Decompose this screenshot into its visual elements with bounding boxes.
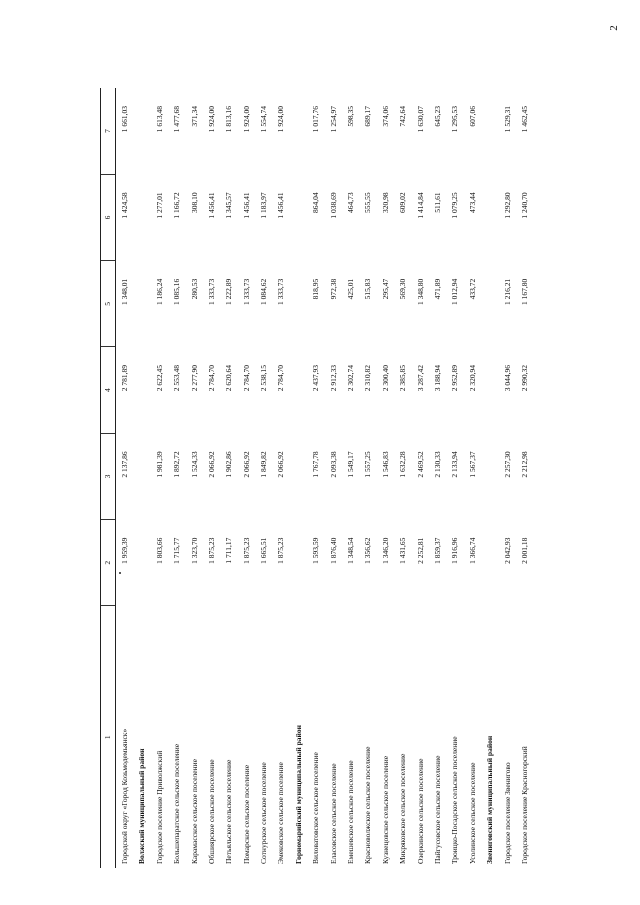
value-cell-col-3: 1 892,72 bbox=[172, 451, 182, 478]
value-cell-col-5: 471,89 bbox=[432, 278, 442, 300]
value-cell-col-4: 2 620,64 bbox=[224, 365, 234, 392]
value-cell-col-4: 3 188,94 bbox=[432, 365, 442, 392]
value-cell-col-6: 1 240,70 bbox=[519, 192, 529, 219]
value-cell-col-5: 433,72 bbox=[467, 278, 477, 300]
table-row bbox=[203, 88, 220, 868]
value-cell-col-4: 2 912,33 bbox=[328, 365, 338, 392]
value-cell-col-4: 2 320,94 bbox=[467, 365, 477, 392]
value-cell-col-4: 3 287,42 bbox=[415, 365, 425, 392]
value-cell-col-3: 1 524,33 bbox=[189, 451, 199, 478]
value-cell-col-3: 1 767,78 bbox=[311, 451, 321, 478]
value-cell-col-5: 1 333,73 bbox=[241, 278, 251, 305]
value-cell-col-7: 1 613,48 bbox=[154, 106, 164, 133]
row-label-cell: Звениговский муниципальный район bbox=[485, 735, 495, 864]
section-row bbox=[133, 88, 150, 868]
rotated-table-container bbox=[100, 88, 536, 868]
value-cell-col-3: 1 902,86 bbox=[224, 451, 234, 478]
value-cell-col-2: 1 875,23 bbox=[241, 537, 251, 564]
row-label-cell: Помарское сельское поселение bbox=[241, 764, 251, 864]
value-cell-col-7: 1 554,74 bbox=[259, 106, 269, 133]
value-cell-col-5: 1 167,80 bbox=[519, 278, 529, 305]
row-label-cell: Обшиярское сельское поселение bbox=[206, 759, 216, 864]
value-cell-col-2: 1 715,77 bbox=[172, 537, 182, 564]
table-row bbox=[255, 88, 272, 868]
value-cell-col-7 bbox=[290, 88, 307, 174]
table-row bbox=[116, 88, 134, 868]
row-label-cell: Емешевское сельское поселение bbox=[346, 760, 356, 864]
value-cell-col-5: 1 186,24 bbox=[154, 278, 164, 305]
value-cell-col-3: 2 066,92 bbox=[241, 451, 251, 478]
value-cell-col-5 bbox=[481, 261, 498, 347]
value-cell-col-4 bbox=[290, 347, 307, 433]
value-cell-col-2: 1 323,70 bbox=[189, 537, 199, 564]
value-cell-col-2: 1 916,96 bbox=[450, 537, 460, 564]
value-cell-col-7: 1 813,16 bbox=[224, 106, 234, 133]
value-cell-col-3: 2 212,98 bbox=[519, 451, 529, 478]
value-cell-col-7: 1 924,00 bbox=[276, 106, 286, 133]
value-cell-col-5: 818,95 bbox=[311, 278, 321, 300]
section-row bbox=[290, 88, 307, 868]
value-cell-col-2: 1 356,62 bbox=[363, 537, 373, 564]
value-cell-col-4: 2 553,48 bbox=[172, 365, 182, 392]
value-cell-col-6: 464,73 bbox=[346, 192, 356, 213]
table-row bbox=[307, 88, 324, 868]
value-cell-col-5: 1 085,16 bbox=[172, 278, 182, 305]
value-cell-col-3 bbox=[133, 433, 150, 519]
table-row bbox=[499, 88, 516, 868]
value-cell-col-2: 1 348,54 bbox=[346, 537, 356, 564]
value-cell-col-6: 1 424,58 bbox=[119, 192, 129, 219]
table-row bbox=[151, 88, 168, 868]
value-cell-col-4: 2 277,90 bbox=[189, 365, 199, 392]
value-cell-col-5: 1 333,73 bbox=[206, 278, 216, 305]
value-cell-col-7: 1 017,76 bbox=[311, 106, 321, 133]
rotated-table-area bbox=[100, 88, 536, 868]
row-label-cell: Городской округ «Город Козьмодемьянск» bbox=[119, 728, 129, 864]
row-label-cell: Городское поселение Звенигово bbox=[502, 762, 512, 864]
value-cell-col-3: 1 567,37 bbox=[467, 451, 477, 478]
row-label-cell: Пайгусовское сельское поселение bbox=[432, 755, 442, 864]
value-cell-col-6: 1 292,80 bbox=[502, 192, 512, 219]
row-label-cell: Петьяльское сельское поселение bbox=[224, 759, 234, 864]
table-row bbox=[186, 88, 203, 868]
value-cell-col-5 bbox=[290, 261, 307, 347]
value-cell-col-4: 2 781,89 bbox=[119, 365, 129, 392]
value-cell-col-4: 2 300,40 bbox=[380, 365, 390, 392]
row-label-cell: Красноволжское сельское поселение bbox=[363, 746, 373, 864]
value-cell-col-6: 1 456,41 bbox=[241, 192, 251, 219]
column-header-7: 7 bbox=[101, 88, 116, 174]
value-cell-col-3: 1 632,28 bbox=[398, 451, 408, 478]
value-cell-col-5: 295,47 bbox=[380, 278, 390, 300]
value-cell-col-6: 320,98 bbox=[380, 192, 390, 213]
value-cell-col-2 bbox=[133, 520, 150, 606]
value-cell-col-2: 1 711,17 bbox=[224, 537, 234, 564]
value-cell-col-5: 425,01 bbox=[346, 278, 356, 300]
table-row bbox=[220, 88, 237, 868]
value-cell-col-6: 1 345,57 bbox=[224, 192, 234, 219]
value-cell-col-4 bbox=[481, 347, 498, 433]
value-cell-col-6: 1 038,69 bbox=[328, 192, 338, 219]
table-row bbox=[464, 88, 481, 868]
value-cell-col-3: 1 981,39 bbox=[154, 451, 164, 478]
row-label-cell: Городское поселение Приволжский bbox=[154, 750, 164, 864]
value-cell-col-7: 607,06 bbox=[467, 106, 477, 127]
value-cell-col-7: 1 477,68 bbox=[172, 106, 182, 133]
tariff-table bbox=[100, 88, 533, 868]
value-cell-col-3: 2 130,33 bbox=[432, 451, 442, 478]
table-row bbox=[412, 88, 429, 868]
row-label-cell: Городское поселение Красногорский bbox=[519, 746, 529, 864]
value-cell-col-2: 1 665,51 bbox=[259, 537, 269, 564]
value-cell-col-4: 2 784,70 bbox=[276, 365, 286, 392]
header-row bbox=[101, 88, 116, 868]
value-cell-col-6: 308,10 bbox=[189, 192, 199, 213]
value-cell-col-4 bbox=[133, 347, 150, 433]
value-cell-col-2: 2 042,93 bbox=[502, 537, 512, 564]
row-label-cell: Виловатовское сельское поселение bbox=[311, 752, 321, 864]
value-cell-col-3: 1 546,83 bbox=[380, 451, 390, 478]
value-cell-col-2: 1 593,59 bbox=[311, 537, 321, 564]
column-header-5: 5 bbox=[101, 261, 116, 347]
value-cell-col-4: 2 437,93 bbox=[311, 365, 321, 392]
value-cell-col-6: 1 456,41 bbox=[206, 192, 216, 219]
value-cell-col-4: 2 784,70 bbox=[206, 365, 216, 392]
value-cell-col-7: 1 462,45 bbox=[519, 106, 529, 133]
value-cell-col-7 bbox=[481, 88, 498, 174]
value-cell-col-7: 1 924,00 bbox=[241, 106, 251, 133]
table-row bbox=[429, 88, 446, 868]
column-header-3: 3 bbox=[101, 433, 116, 519]
value-cell-col-6: 1 414,84 bbox=[415, 192, 425, 219]
value-cell-col-2: 1 875,23 bbox=[206, 537, 216, 564]
value-cell-col-6: 1 166,72 bbox=[172, 192, 182, 219]
row-label-cell: Троицко-Посадское сельское поселение bbox=[450, 736, 460, 864]
value-cell-col-2 bbox=[290, 520, 307, 606]
value-cell-col-5: 1 348,80 bbox=[415, 278, 425, 305]
table-row bbox=[168, 88, 185, 868]
value-cell-col-7: 1 661,03 bbox=[119, 106, 129, 133]
value-cell-col-2: 1 346,20 bbox=[380, 537, 390, 564]
column-header-4: 4 bbox=[101, 347, 116, 433]
table-row bbox=[446, 88, 463, 868]
row-label-cell: Усолинское сельское поселение bbox=[467, 762, 477, 864]
value-cell-col-2: 1 859,37 bbox=[432, 537, 442, 564]
value-cell-col-2: 2 001,18 bbox=[519, 537, 529, 564]
column-header-2: 2 bbox=[101, 520, 116, 606]
value-cell-col-6: 864,04 bbox=[311, 192, 321, 213]
row-label-cell: Кузнецовское сельское поселение bbox=[380, 755, 390, 864]
value-cell-col-6: 511,61 bbox=[432, 192, 442, 213]
row-label-cell: Горномарийский муниципальный район bbox=[293, 725, 303, 864]
row-label-cell: Карамасское сельское поселение bbox=[189, 759, 199, 864]
value-cell-col-7: 1 254,97 bbox=[328, 106, 338, 133]
table-row bbox=[359, 88, 376, 868]
table-row bbox=[394, 88, 411, 868]
table-row bbox=[342, 88, 359, 868]
value-cell-col-3 bbox=[481, 433, 498, 519]
value-cell-col-2: 1 431,65 bbox=[398, 537, 408, 564]
value-cell-col-7: 1 924,00 bbox=[206, 106, 216, 133]
section-row bbox=[481, 88, 498, 868]
table-row bbox=[325, 88, 342, 868]
value-cell-col-6: 609,02 bbox=[398, 192, 408, 213]
value-cell-col-6: 555,55 bbox=[363, 192, 373, 213]
value-cell-col-3: 2 093,38 bbox=[328, 451, 338, 478]
row-label-cell: Еласовское сельское поселение bbox=[328, 763, 338, 864]
value-cell-col-4: 2 385,85 bbox=[398, 365, 408, 392]
value-cell-col-3: 1 849,82 bbox=[259, 451, 269, 478]
value-cell-col-3: 2 257,30 bbox=[502, 451, 512, 478]
value-cell-col-4: 3 044,96 bbox=[502, 365, 512, 392]
value-cell-col-7: 598,35 bbox=[346, 106, 356, 127]
row-label-cell: Сотнурское сельское поселение bbox=[259, 762, 269, 864]
column-header-6: 6 bbox=[101, 174, 116, 260]
value-cell-col-7: 1 529,31 bbox=[502, 106, 512, 133]
table-row bbox=[377, 88, 394, 868]
value-cell-col-5: 972,38 bbox=[328, 278, 338, 300]
value-cell-col-7: 1 630,07 bbox=[415, 106, 425, 133]
value-cell-col-5 bbox=[133, 261, 150, 347]
value-cell-col-5: 569,30 bbox=[398, 278, 408, 300]
value-cell-col-5: 1 216,21 bbox=[502, 278, 512, 305]
value-cell-col-6: 1 277,01 bbox=[154, 192, 164, 219]
table-row bbox=[516, 88, 533, 868]
value-cell-col-7: 689,17 bbox=[363, 106, 373, 127]
value-cell-col-2: 1 803,66 bbox=[154, 537, 164, 564]
value-cell-col-5: 1 333,73 bbox=[276, 278, 286, 305]
value-cell-col-6: 1 079,25 bbox=[450, 192, 460, 219]
value-cell-col-5: 1 222,89 bbox=[224, 278, 234, 305]
table-row bbox=[273, 88, 290, 868]
value-cell-col-4: 2 302,74 bbox=[346, 365, 356, 392]
value-cell-col-2: 1 876,40 bbox=[328, 537, 338, 564]
value-cell-col-2: 1 959,39 bbox=[119, 537, 129, 564]
row-label-cell: Озеркинское сельское поселение bbox=[415, 758, 425, 864]
value-cell-col-4: 2 784,70 bbox=[241, 365, 251, 392]
value-cell-col-4: 2 622,45 bbox=[154, 365, 164, 392]
value-cell-col-7: 742,64 bbox=[398, 106, 408, 127]
value-cell-col-2: 2 252,81 bbox=[415, 537, 425, 564]
value-cell-col-7: 374,06 bbox=[380, 106, 390, 127]
value-cell-col-2: 1 875,23 bbox=[276, 537, 286, 564]
value-cell-col-3: 1 549,17 bbox=[346, 451, 356, 478]
value-cell-col-7: 371,34 bbox=[189, 106, 199, 127]
value-cell-col-6 bbox=[481, 174, 498, 260]
table-body bbox=[116, 88, 534, 868]
value-cell-col-3 bbox=[290, 433, 307, 519]
row-label-cell: Микряковское сельское поселение bbox=[398, 753, 408, 864]
value-cell-col-7: 1 295,53 bbox=[450, 106, 460, 133]
row-label-cell: Большепаратское сельское поселение bbox=[172, 743, 182, 864]
table-header bbox=[101, 88, 116, 868]
value-cell-col-3: 2 066,92 bbox=[206, 451, 216, 478]
value-cell-col-6: 1 456,41 bbox=[276, 192, 286, 219]
value-cell-col-3: 2 133,94 bbox=[450, 451, 460, 478]
value-cell-col-4: 2 310,82 bbox=[363, 365, 373, 392]
value-cell-col-6 bbox=[133, 174, 150, 260]
value-cell-col-2: 1 366,74 bbox=[467, 537, 477, 564]
value-cell-col-5: 1 012,94 bbox=[450, 278, 460, 305]
value-cell-col-4: 2 990,32 bbox=[519, 365, 529, 392]
value-cell-col-4: 2 538,15 bbox=[259, 365, 269, 392]
table-row bbox=[238, 88, 255, 868]
value-cell-col-4: 2 952,89 bbox=[450, 365, 460, 392]
value-cell-col-5: 515,83 bbox=[363, 278, 373, 300]
value-cell-col-5: 1 084,62 bbox=[259, 278, 269, 305]
value-cell-col-3: 2 137,86 bbox=[119, 451, 129, 478]
value-cell-col-3: 2 066,92 bbox=[276, 451, 286, 478]
value-cell-col-2 bbox=[481, 520, 498, 606]
value-cell-col-6: 1 183,97 bbox=[259, 192, 269, 219]
value-cell-col-6 bbox=[290, 174, 307, 260]
row-label-cell: Эмековское сельское поселение bbox=[276, 762, 286, 864]
value-cell-col-6: 473,44 bbox=[467, 192, 477, 213]
value-cell-col-3: 1 557,25 bbox=[363, 451, 373, 478]
column-header-1: 1 bbox=[101, 606, 116, 868]
value-cell-col-7: 645,23 bbox=[432, 106, 442, 127]
value-cell-col-7 bbox=[133, 88, 150, 174]
value-cell-col-3: 2 469,52 bbox=[415, 451, 425, 478]
page-number: 2 bbox=[607, 25, 620, 31]
value-cell-col-5: 1 348,01 bbox=[119, 278, 129, 305]
row-label-cell: Волжский муниципальный район bbox=[137, 748, 147, 864]
value-cell-col-5: 280,53 bbox=[189, 278, 199, 300]
